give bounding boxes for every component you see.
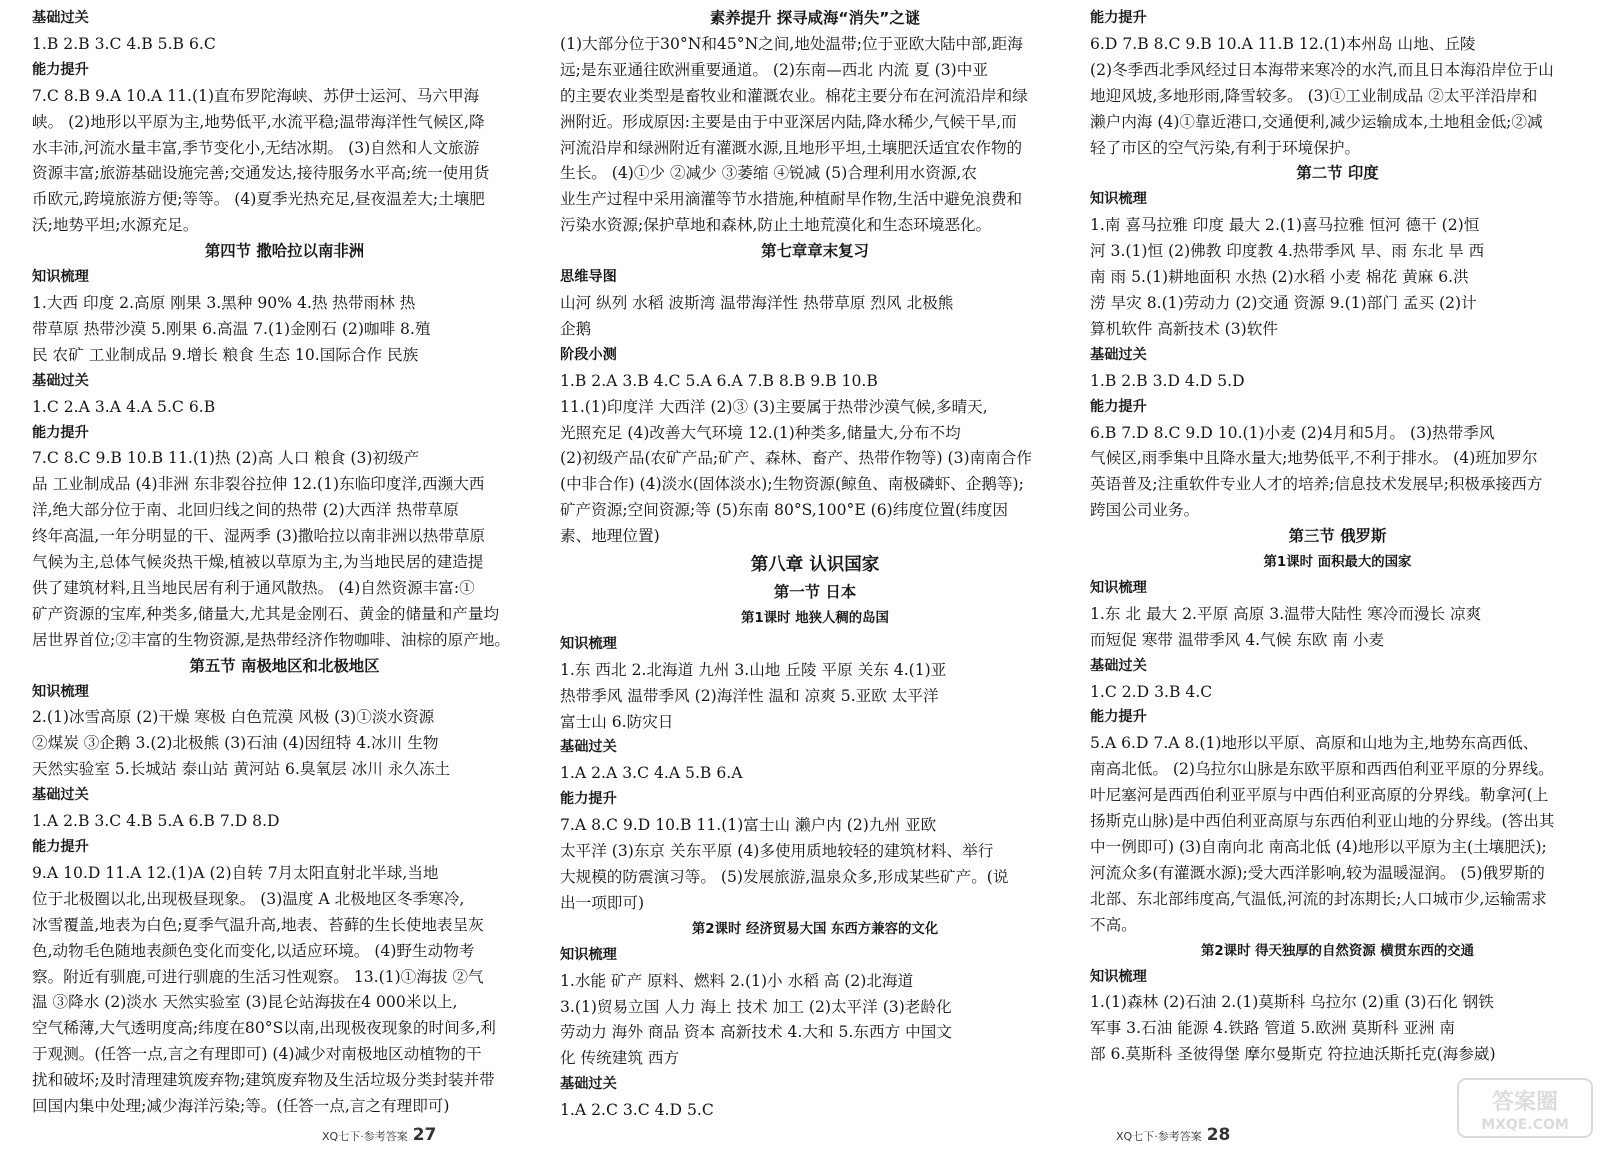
answer-line: ②煤炭 ③企鹅 3.(2)北极熊 (3)石油 (4)因纽特 4.冰川 生物 xyxy=(32,734,439,753)
answer-line: 7.C 8.C 9.B 10.B 11.(1)热 (2)高 人口 粮食 (3)初级产 xyxy=(32,449,420,468)
answer-line: 位于北极圈以北,出现极昼现象。 (3)温度 A 北极地区冬季寒冷, xyxy=(32,889,465,908)
answer-line: 部 6.莫斯科 圣彼得堡 摩尔曼斯克 符拉迪沃斯托克(海参崴) xyxy=(1090,1045,1496,1064)
answer-line: 污染水资源;保护草地和森林,防止土地荒漠化和生态环境恶化。 xyxy=(560,216,992,235)
answer-line: 劳动力 海外 商品 资本 高新技术 4.大和 5.东西方 中国文 xyxy=(560,1023,952,1042)
answer-line: 1.C 2.A 3.A 4.A 5.C 6.B xyxy=(32,397,216,416)
subsection-label: 能力提升 xyxy=(560,791,617,808)
answer-line: 不高。 xyxy=(1090,915,1137,934)
answer-line: 光照充足 (4)改善大气环境 12.(1)种类多,储量大,分布不均 xyxy=(560,423,961,442)
subsection-label: 知识梳理 xyxy=(1090,968,1147,985)
answer-line: 中一例即可) (3)自南向北 南高北低 (4)地形以平原为主(土壤肥沃); xyxy=(1090,838,1547,856)
subsection-label: 知识梳理 xyxy=(32,683,89,700)
answer-line: 业生产过程中采用滴灌等节水措施,种植耐旱作物,生活中避免浪费和 xyxy=(560,190,1023,209)
section-heading: 第二节 印度 xyxy=(1296,164,1379,183)
footer-label: XQ七下·参考答案 xyxy=(322,1130,408,1143)
answer-line: 1.水能 矿产 原料、燃料 2.(1)小 水稻 高 (2)北海道 xyxy=(560,971,914,990)
answer-line: 叶尼塞河是西西伯利亚平原与中西伯利亚高原的分界线。勒拿河(上 xyxy=(1090,786,1549,805)
footer-label: XQ七下·参考答案 xyxy=(1116,1130,1202,1143)
answer-line: 化 传统建筑 西方 xyxy=(560,1049,680,1068)
answer-line: 资源丰富;旅游基础设施完善;交通发达,接待服务水平高;统一使用货 xyxy=(32,164,490,183)
answer-line: 品 工业制成品 (4)非洲 东非裂谷拉伸 12.(1)东临印度洋,西濒大西 xyxy=(32,475,485,494)
answer-line: 温 ③降水 (2)淡水 天然实验室 (3)昆仑站海拔在4 000米以上, xyxy=(32,993,458,1012)
subsection-label: 知识梳理 xyxy=(32,269,89,286)
section-heading: 第三节 俄罗斯 xyxy=(1288,527,1387,546)
answer-line: 濑户内海 (4)①靠近港口,交通便利,减少运输成本,土地租金低;②减 xyxy=(1090,112,1543,131)
answer-line: 1.东 北 最大 2.平原 高原 3.温带大陆性 寒冷而漫长 凉爽 xyxy=(1090,604,1482,623)
answer-line: 6.D 7.B 8.C 9.B 10.A 11.B 12.(1)本州岛 山地、丘陵 xyxy=(1090,34,1476,53)
subsection-label: 知识梳理 xyxy=(1090,191,1147,208)
section-heading: 第四节 撒哈拉以南非洲 xyxy=(204,242,365,261)
page-number: 28 xyxy=(1206,1125,1231,1145)
subsection-label: 基础过关 xyxy=(560,1076,617,1093)
answer-column-3 xyxy=(1090,6,1585,1068)
answer-line: 1.东 西北 2.北海道 九州 3.山地 丘陵 平原 关东 4.(1)亚 xyxy=(560,660,947,679)
subsection-label: 能力提升 xyxy=(1090,709,1147,726)
subsection-label: 基础过关 xyxy=(1090,657,1147,674)
answer-line: 7.A 8.C 9.D 10.B 11.(1)富士山 濑户内 (2)九州 亚欧 xyxy=(560,816,937,835)
answer-line: 算机软件 高新技术 (3)软件 xyxy=(1090,319,1278,338)
answer-line: 终年高温,一年分明显的干、湿两季 (3)撒哈拉以南非洲以热带草原 xyxy=(32,527,486,546)
answer-line: 生长。 (4)①少 ②减少 ③萎缩 ④锐减 (5)合理利用水资源,农 xyxy=(560,164,977,183)
answer-line: 大规模的防震演习等。 (5)发展旅游,温泉众多,形成某些矿产。(说 xyxy=(560,868,1009,886)
answer-line: 供了建筑材料,且当地民居有利于通风散热。 (4)自然资源丰富:① xyxy=(32,578,475,597)
answer-line: 1.B 2.B 3.C 4.B 5.B 6.C xyxy=(32,34,216,53)
watermark-sub: MXQE.COM xyxy=(1481,1117,1569,1133)
answer-line: 2.(1)冰雪高原 (2)干燥 寒极 白色荒漠 风极 (3)①淡水资源 xyxy=(32,708,435,727)
answer-line: 1.A 2.B 3.C 4.B 5.A 6.B 7.D 8.D xyxy=(32,812,280,831)
chapter-heading: 第八章 认识国家 xyxy=(750,555,880,576)
subsection-label: 基础过关 xyxy=(560,739,617,756)
answer-line: 矿产资源;空间资源;等 (5)东南 80°S,100°E (6)纬度位置(纬度因 xyxy=(560,501,1008,520)
answer-line: 涝 旱灾 8.(1)劳动力 (2)交通 资源 9.(1)部门 孟买 (2)计 xyxy=(1090,293,1477,312)
answer-line: 远;是东亚通往欧洲重要通道。 (2)东南—西北 内流 夏 (3)中亚 xyxy=(560,60,988,79)
answer-line: 山河 纵列 水稻 波斯湾 温带海洋性 热带草原 烈风 北极熊 xyxy=(560,293,954,312)
answer-line: 河 3.(1)恒 (2)佛教 印度教 4.热带季风 旱、雨 东北 旱 西 xyxy=(1090,242,1485,261)
answer-line: 矿产资源的宝库,种类多,储量大,尤其是金刚石、黄金的储量和产量均 xyxy=(32,604,500,623)
answer-line: 回国内集中处理;减少海洋污染;等。(任答一点,言之有理即可) xyxy=(32,1097,450,1116)
answer-line: 空气稀薄,大气透明度高;纬度在80°S以南,出现极夜现象的时间多,利 xyxy=(32,1019,496,1038)
section-heading: 素养提升 探寻咸海“消失”之谜 xyxy=(709,9,921,27)
answer-line: 9.A 10.D 11.A 12.(1)A (2)自转 7月太阳直射北半球,当地 xyxy=(32,863,439,882)
answer-line: 军事 3.石油 能源 4.铁路 管道 5.欧洲 莫斯科 亚洲 南 xyxy=(1090,1019,1455,1038)
answer-line: 河流沿岸和绿洲附近有灌溉水源,且地形平坦,土壤肥沃适宜农作物的 xyxy=(560,138,1023,157)
answer-line: 1.B 2.B 3.D 4.D 5.D xyxy=(1090,371,1245,390)
answer-line: 1.C 2.D 3.B 4.C xyxy=(1090,682,1213,701)
answer-line: 沃;地势平坦;水源充足。 xyxy=(32,216,199,235)
subsection-label: 知识梳理 xyxy=(560,635,617,652)
answer-line: 洋,绝大部分位于南、北回归线之间的热带 (2)大西洋 热带草原 xyxy=(32,501,459,520)
subsection-label: 能力提升 xyxy=(32,61,89,78)
subsection-label: 知识梳理 xyxy=(1090,579,1147,596)
subsection-label: 能力提升 xyxy=(1090,10,1147,26)
answer-line: 气候区,雨季集中且降水量大;地势低平,不利于排水。 (4)班加罗尔 xyxy=(1090,449,1538,468)
answer-line: 扬斯克山脉)是中西伯利亚高原与东西伯利亚山地的分界线。(答出其 xyxy=(1090,812,1555,831)
page-number: 27 xyxy=(412,1125,437,1145)
answer-line: 而短促 寒带 温带季风 4.气候 东欧 南 小麦 xyxy=(1090,630,1385,649)
answer-line: 南 雨 5.(1)耕地面积 水热 (2)水稻 小麦 棉花 黄麻 6.洪 xyxy=(1090,268,1469,287)
subsection-label: 阶段小测 xyxy=(560,346,617,363)
page-footer-28 xyxy=(1116,1125,1230,1145)
answer-line: 南高北低。 (2)乌拉尔山脉是东欧平原和西西伯利亚平原的分界线。 xyxy=(1090,760,1554,779)
answer-line: 察。附近有驯鹿,可进行驯鹿的生活习性观察。 13.(1)①海拔 ②气 xyxy=(32,967,484,986)
lesson-heading: 第2课时 得天独厚的自然资源 横贯东西的交通 xyxy=(1200,943,1475,959)
answer-line: 跨国公司业务。 xyxy=(1090,501,1200,520)
answer-line: 热带季风 温带季风 (2)海洋性 温和 凉爽 5.亚欧 太平洋 xyxy=(560,686,939,705)
subsection-label: 能力提升 xyxy=(1090,398,1147,415)
answer-line: (2)初级产品(农矿产品;矿产、森林、畜产、热带作物等) (3)南南合作 xyxy=(560,449,1032,468)
answer-line: 出一项即可) xyxy=(560,893,645,912)
answer-line: 企鹅 xyxy=(560,319,592,338)
answer-line: 扰和破坏;及时清理建筑废弃物;建筑废弃物及生活垃圾分类封装并带 xyxy=(32,1071,495,1090)
answer-line: 1.南 喜马拉雅 印度 最大 2.(1)喜马拉雅 恒河 德干 (2)恒 xyxy=(1090,216,1480,235)
answer-line: 色,动物毛色随地表颜色变化而变化,以适应环境。 (4)野生动物考 xyxy=(32,941,475,960)
answer-line: 英语普及;注重软件专业人才的培养;信息技术发展早;积极承接西方 xyxy=(1090,475,1543,494)
answer-line: 7.C 8.B 9.A 10.A 11.(1)直布罗陀海峡、苏伊士运河、马六甲海 xyxy=(32,86,480,105)
subsection-label: 基础过关 xyxy=(32,372,89,389)
answer-line: 素、地理位置) xyxy=(560,527,660,546)
answer-line: (2)冬季西北季风经过日本海带来寒冷的水汽,而且日本海沿岸位于山 xyxy=(1090,60,1554,79)
lesson-heading: 第1课时 地狭人稠的岛国 xyxy=(741,610,889,626)
answer-line: 1.大西 印度 2.高原 刚果 3.黑种 90% 4.热 热带雨林 热 xyxy=(32,293,416,312)
answer-line: 气候为主,总体气候炎热干燥,植被以草原为主,为当地民居的建造提 xyxy=(32,553,484,572)
answer-line: 币欧元,跨境旅游方便;等等。 (4)夏季光热充足,昼夜温差大;土壤肥 xyxy=(32,190,485,209)
section-heading: 第一节 日本 xyxy=(773,583,857,602)
answer-line: 11.(1)印度洋 大西洋 (2)③ (3)主要属于热带沙漠气候,多晴天, xyxy=(560,397,988,416)
answer-line: 天然实验室 5.长城站 泰山站 黄河站 6.臭氧层 冰川 永久冻土 xyxy=(32,760,451,779)
subsection-label: 思维导图 xyxy=(560,269,617,286)
section-heading: 第七章章末复习 xyxy=(761,242,869,261)
answer-line: 地迎风坡,多地形雨,降雪较多。 (3)①工业制成品 ②太平洋沿岸和 xyxy=(1090,86,1538,105)
answer-line: 1.A 2.C 3.C 4.D 5.C xyxy=(560,1101,714,1120)
lesson-heading: 第2课时 经济贸易大国 东西方兼容的文化 xyxy=(691,921,939,937)
answer-column-2 xyxy=(560,6,1070,1124)
answer-column-1 xyxy=(32,6,537,1120)
subsection-label: 基础过关 xyxy=(32,787,89,804)
subsection-label: 能力提升 xyxy=(32,424,89,441)
answer-line: 洲附近。形成原因:主要是由于中亚深居内陆,降水稀少,气候干旱,而 xyxy=(560,112,1017,131)
answer-line: 北部、东北部纬度高,气温低,河流的封冻期长;人口城市少,运输需求 xyxy=(1090,889,1547,908)
subsection-label: 基础过关 xyxy=(1090,346,1147,363)
answer-line: 1.(1)森林 (2)石油 2.(1)莫斯科 乌拉尔 (2)重 (3)石化 钢铁 xyxy=(1090,993,1494,1012)
subsection-label: 知识梳理 xyxy=(560,946,617,963)
answer-line: (中非合作) (4)淡水(固体淡水);生物资源(鲸鱼、南极磷虾、企鹅等); xyxy=(560,475,1024,494)
answer-line: 1.A 2.A 3.C 4.A 5.B 6.A xyxy=(560,764,743,783)
answer-line: 冰雪覆盖,地表为白色;夏季气温升高,地表、苔藓的生长使地表呈灰 xyxy=(32,915,484,934)
page-footer-27 xyxy=(322,1125,436,1145)
answer-line: 1.B 2.A 3.B 4.C 5.A 6.A 7.B 8.B 9.B 10.B xyxy=(560,371,878,390)
answer-line: 的主要农业类型是畜牧业和灌溉农业。棉花主要分布在河流沿岸和绿 xyxy=(560,86,1028,105)
answer-line: 富士山 6.防灾日 xyxy=(560,712,674,731)
answer-line: 水丰沛,河流水量丰富,季节变化小,无结冰期。 (3)自然和人文旅游 xyxy=(32,138,480,157)
subsection-label: 能力提升 xyxy=(32,839,89,855)
watermark-main: 答案圈 xyxy=(1491,1090,1559,1115)
answer-line: 5.A 6.D 7.A 8.(1)地形以平原、高原和山地为主,地势东高西低、 xyxy=(1090,734,1539,753)
watermark-logo xyxy=(1456,1075,1594,1141)
answer-line: 3.(1)贸易立国 人力 海上 技术 加工 (2)太平洋 (3)老龄化 xyxy=(560,997,952,1016)
answer-line: (1)大部分位于30°N和45°N之间,地处温带;位于亚欧大陆中部,距海 xyxy=(560,34,1023,53)
answer-line: 居世界首位;②丰富的生物资源,是热带经济作物咖啡、油棕的原产地。 xyxy=(32,630,511,649)
answer-line: 民 农矿 工业制成品 9.增长 粮食 生态 10.国际合作 民族 xyxy=(32,345,419,364)
subsection-label: 基础过关 xyxy=(32,10,89,26)
answer-line: 河流众多(有灌溉水源);受大西洋影响,较为温暖湿润。 (5)俄罗斯的 xyxy=(1090,863,1545,882)
answer-line: 轻了市区的空气污染,有利于环境保护。 xyxy=(1090,138,1361,157)
answer-line: 峡。 (2)地形以平原为主,地势低平,水流平稳;温带海洋性气候区,降 xyxy=(32,112,485,131)
answer-line: 带草原 热带沙漠 5.刚果 6.高温 7.(1)金刚石 (2)咖啡 8.殖 xyxy=(32,319,431,338)
answer-line: 6.B 7.D 8.C 9.D 10.(1)小麦 (2)4月和5月。 (3)热带季风 xyxy=(1090,423,1495,442)
lesson-heading: 第1课时 面积最大的国家 xyxy=(1263,555,1412,571)
answer-line: 太平洋 (3)东京 关东平原 (4)多使用质地较轻的建筑材料、举行 xyxy=(560,842,994,861)
section-heading: 第五节 南极地区和北极地区 xyxy=(189,656,380,675)
answer-line: 于观测。(任答一点,言之有理即可) (4)减少对南极地区动植物的干 xyxy=(32,1045,482,1064)
